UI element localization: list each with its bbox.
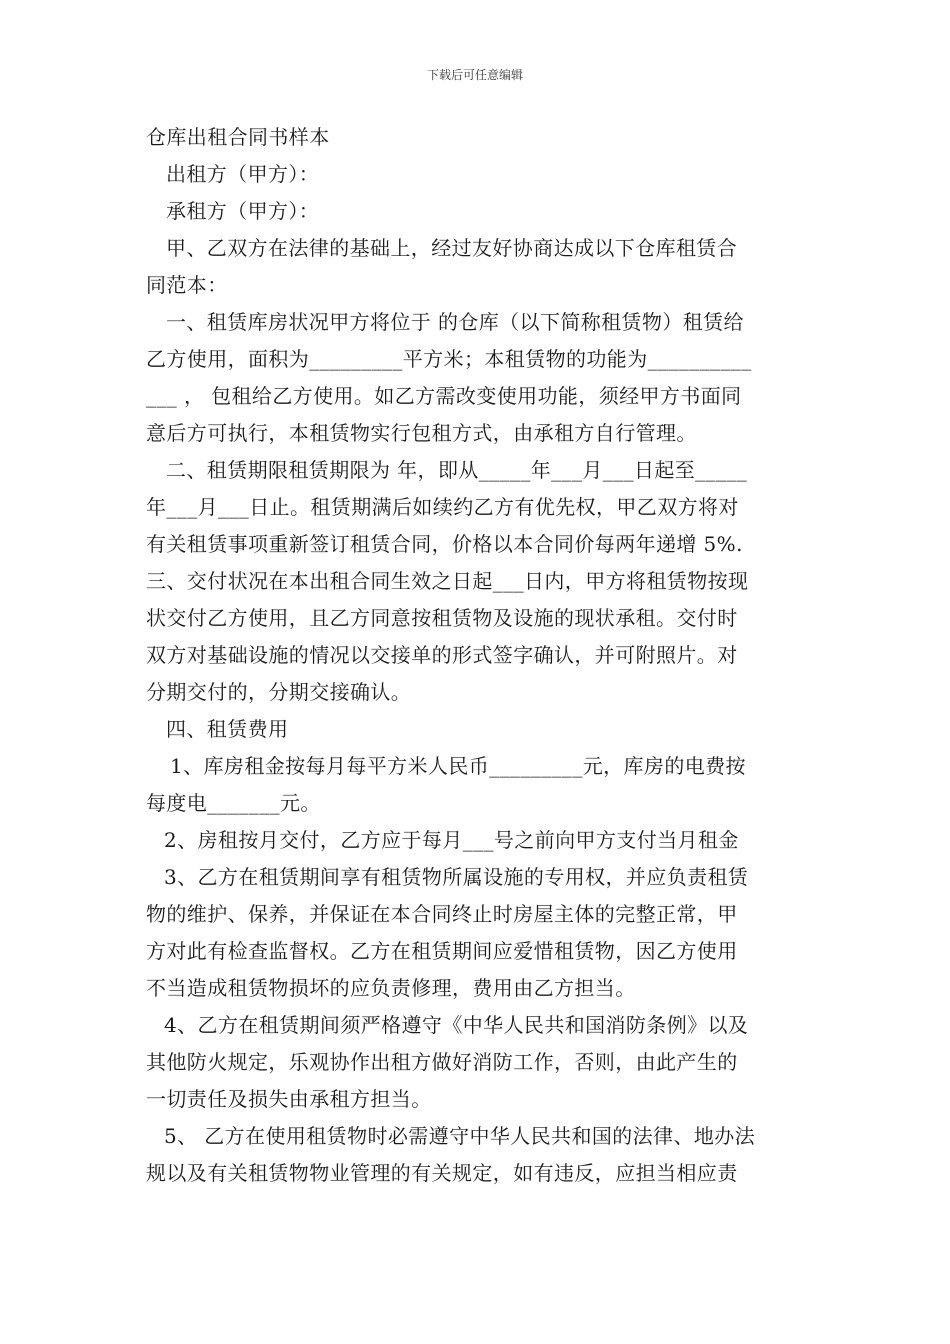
paragraph-line: 同范本：	[146, 273, 228, 297]
paragraph-line: 物的维护、保养，并保证在本合同终止时房屋主体的完整正常，甲	[146, 902, 738, 926]
document-title: 仓库出租合同书样本	[146, 125, 330, 149]
paragraph-line: 2、房租按月交付，乙方应于每月___号之前向甲方支付当月租金	[164, 828, 739, 852]
paragraph-line: 二、租赁期限租赁期限为 年，即从_____年___月___日起至_____	[166, 458, 748, 482]
paragraph-line: 1、库房租金按每月每平方米人民币_________元，库房的电费按	[170, 754, 746, 778]
paragraph-line: 3、乙方在租赁期间享有租赁物所属设施的专用权，并应负责租赁	[164, 865, 749, 889]
paragraph-line: 4、乙方在租赁期间须严格遵守《中华人民共和国消防条例》以及	[164, 1013, 749, 1037]
paragraph-line: 意后方可执行，本租赁物实行包租方式，由承租方自行管理。	[146, 421, 697, 445]
paragraph-line: 乙方使用，面积为_________平方米；本租赁物的功能为__________	[146, 347, 752, 371]
paragraph-line: 一切责任及损失由承租方担当。	[146, 1087, 432, 1111]
paragraph-line: ___ ， 包租给乙方使用。如乙方需改变使用功能，须经甲方书面同	[146, 384, 742, 408]
lessee-line: 承租方（甲方）：	[166, 199, 320, 223]
paragraph-line: 状交付乙方使用，且乙方同意按租赁物及设施的现状承租。交付时	[146, 606, 738, 630]
paragraph-line: 5、 乙方在使用租赁物时必需遵守中华人民共和国的法律、地办法	[164, 1124, 756, 1148]
paragraph-line: 不当造成租赁物损坏的应负责修理，费用由乙方担当。	[146, 976, 636, 1000]
paragraph-line: 一、租赁库房状况甲方将位于 的仓库（以下简称租赁物）租赁给	[166, 310, 744, 334]
section-heading: 四、租赁费用	[166, 717, 289, 741]
paragraph-line: 每度电_______元。	[146, 791, 321, 815]
paragraph-line: 其他防火规定，乐观协作出租方做好消防工作，否则，由此产生的	[146, 1050, 738, 1074]
paragraph-line: 方对此有检查监督权。乙方在租赁期间应爱惜租赁物，因乙方使用	[146, 939, 738, 963]
page-header: 下载后可任意编辑	[426, 68, 523, 82]
lessor-line: 出租方（甲方）：	[166, 162, 320, 186]
paragraph-line: 规以及有关租赁物物业管理的有关规定，如有违反，应担当相应责	[146, 1161, 738, 1185]
paragraph-line: 甲、乙双方在法律的基础上，经过友好协商达成以下仓库租赁合	[166, 236, 738, 260]
paragraph-line: 年___月___日止。租赁期满后如续约乙方有优先权，甲乙双方将对	[146, 495, 739, 519]
paragraph-line: 三、交付状况在本出租合同生效之日起___日内，甲方将租赁物按现	[146, 569, 749, 593]
paragraph-line: 双方对基础设施的情况以交接单的形式签字确认，并可附照片。对	[146, 643, 738, 667]
paragraph-line: 有关租赁事项重新签订租赁合同，价格以本合同价每两年递增 5%.	[146, 532, 743, 556]
paragraph-line: 分期交付的，分期交接确认。	[146, 680, 412, 704]
